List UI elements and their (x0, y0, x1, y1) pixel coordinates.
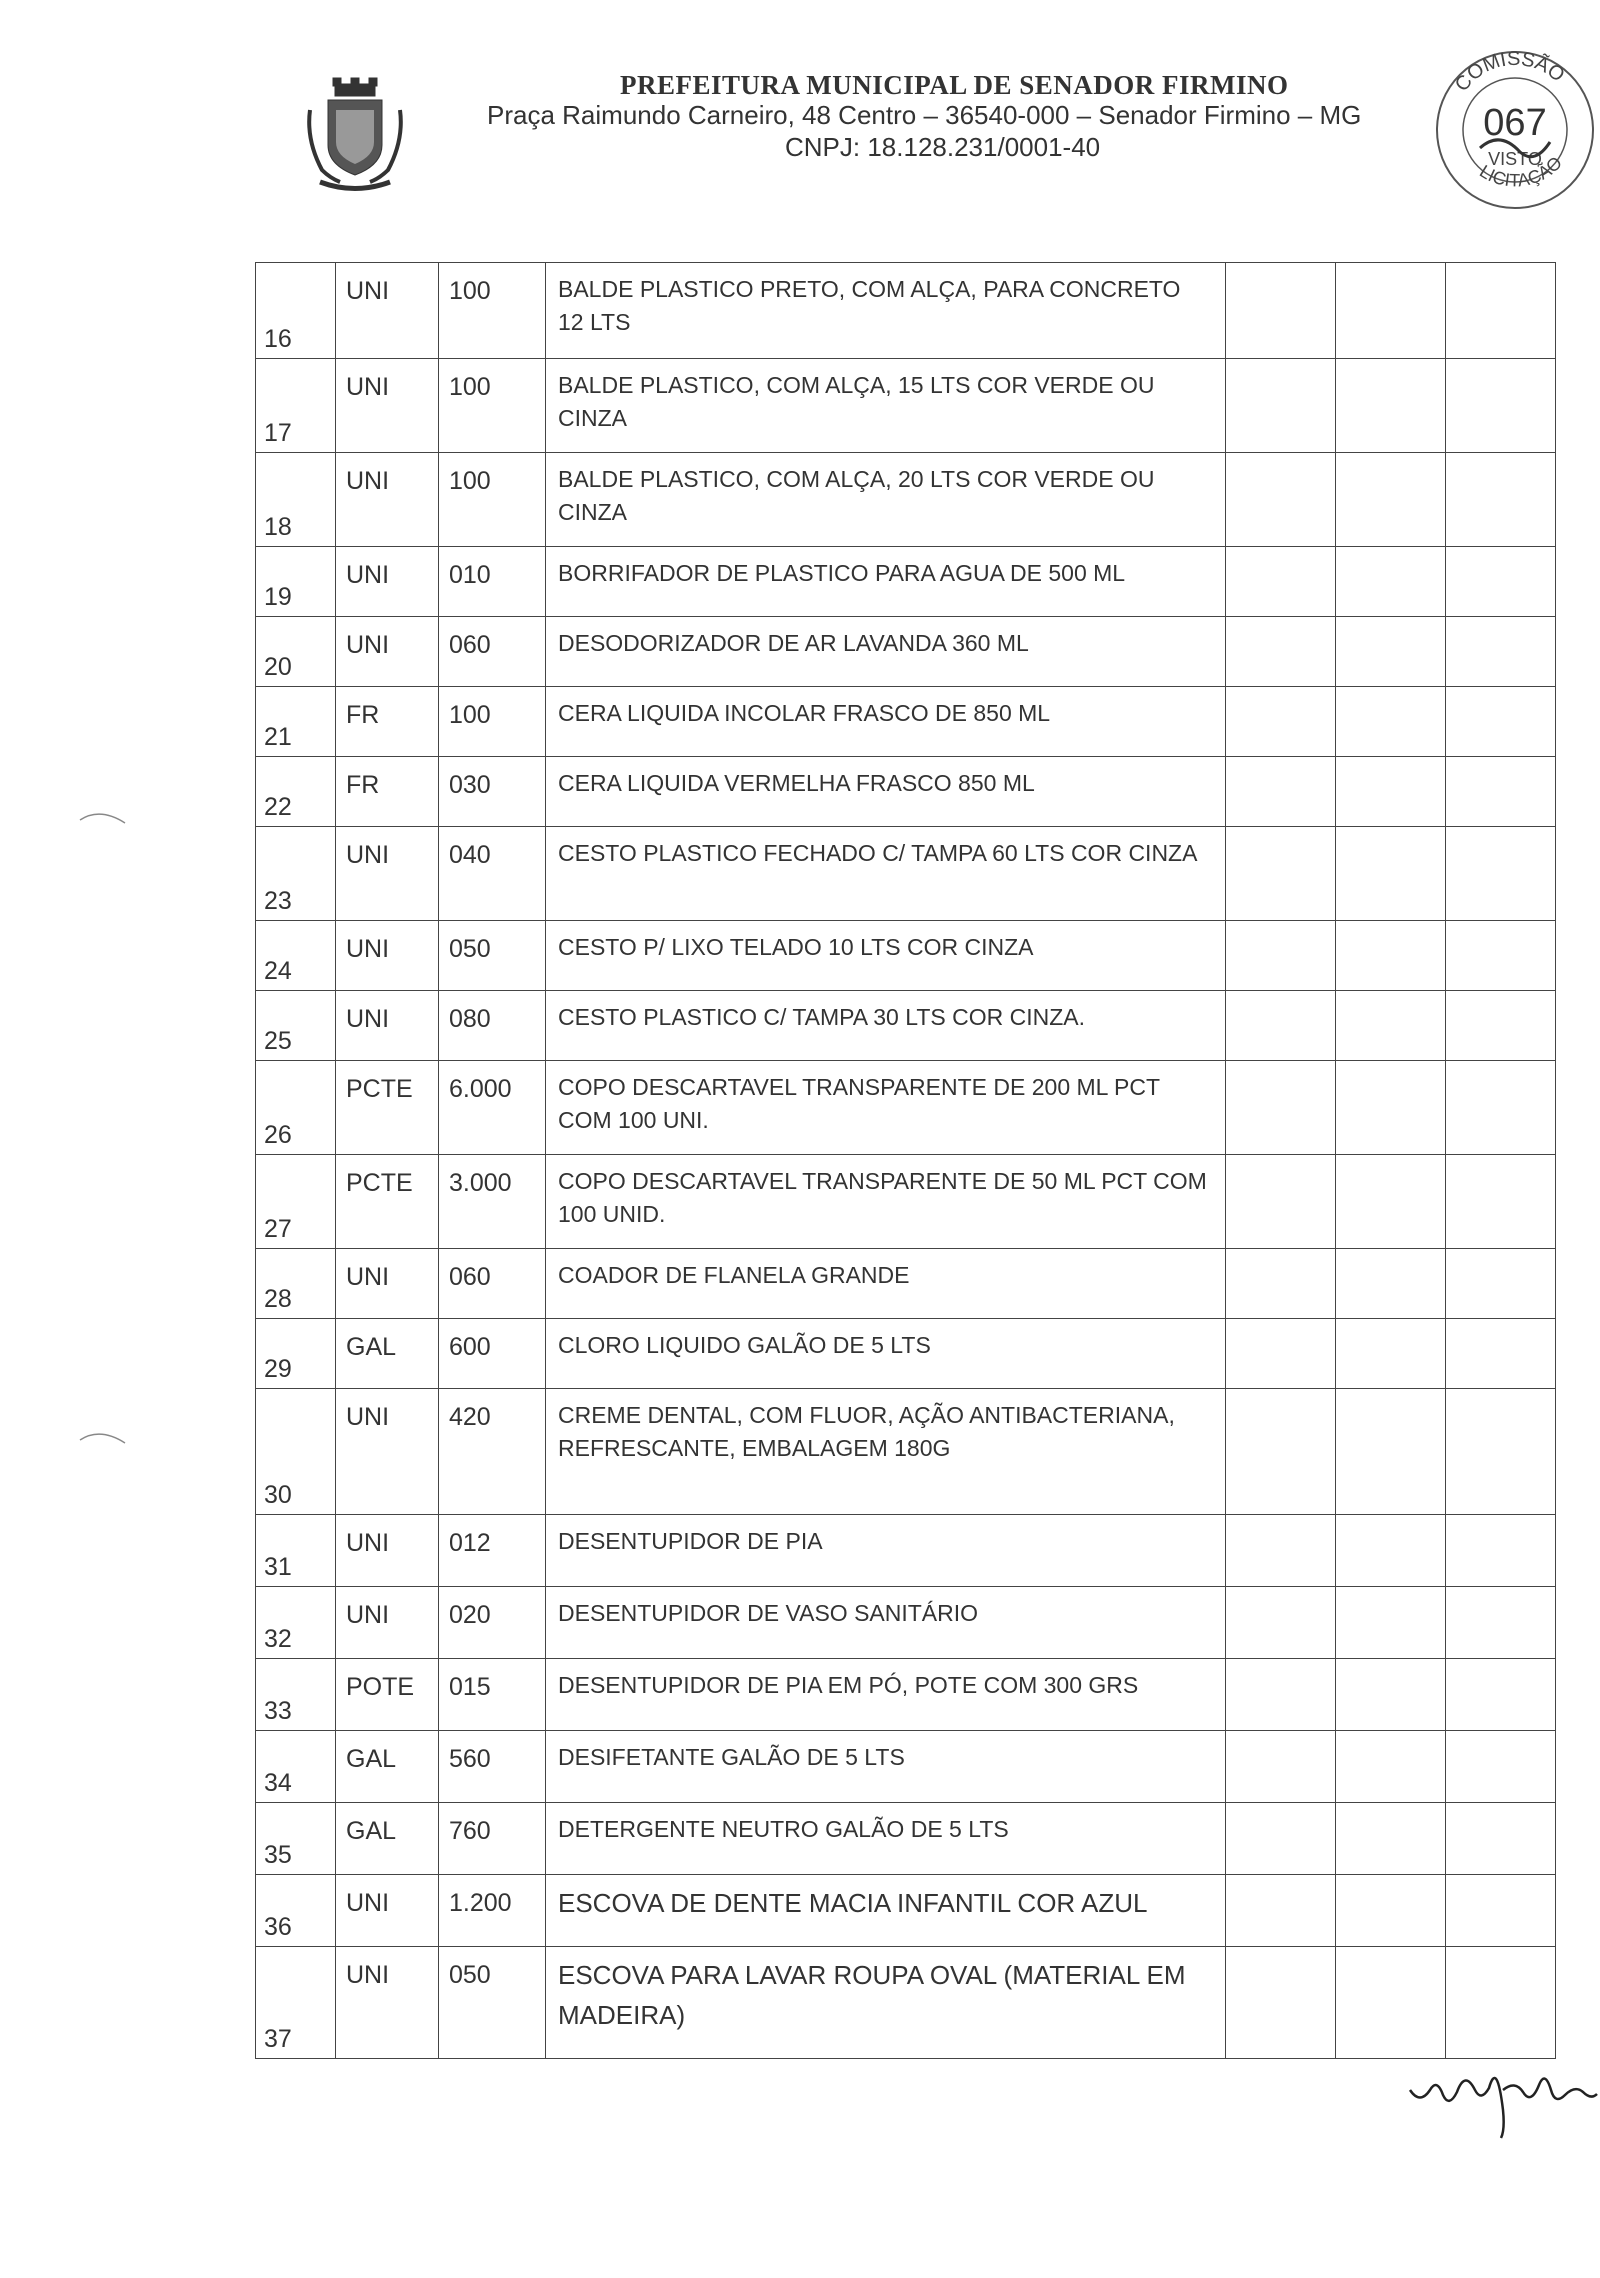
item-quantity: 6.000 (439, 1061, 546, 1155)
item-unit: PCTE (336, 1155, 439, 1249)
margin-mark (75, 805, 135, 830)
blank-cell (1226, 1731, 1336, 1803)
table-row (256, 1249, 1556, 1319)
item-quantity: 015 (439, 1659, 546, 1731)
item-number: 22 (256, 757, 336, 827)
item-description: DESENTUPIDOR DE PIA (546, 1515, 1226, 1587)
blank-cell (1226, 1659, 1336, 1731)
item-number: 34 (256, 1731, 336, 1803)
blank-cell (1226, 1061, 1336, 1155)
table-row (256, 453, 1556, 547)
blank-cell (1446, 453, 1556, 547)
item-number: 24 (256, 921, 336, 991)
item-quantity: 060 (439, 617, 546, 687)
table-row (256, 1389, 1556, 1515)
blank-cell (1226, 547, 1336, 617)
blank-cell (1226, 453, 1336, 547)
item-description: DESIFETANTE GALÃO DE 5 LTS (546, 1731, 1226, 1803)
item-unit: UNI (336, 1875, 439, 1947)
item-quantity: 060 (439, 1249, 546, 1319)
blank-cell (1226, 359, 1336, 453)
item-description: BORRIFADOR DE PLASTICO PARA AGUA DE 500 ML (546, 547, 1226, 617)
blank-cell (1446, 1947, 1556, 2059)
blank-cell (1446, 827, 1556, 921)
table-row (256, 1061, 1556, 1155)
item-quantity: 030 (439, 757, 546, 827)
item-quantity: 080 (439, 991, 546, 1061)
blank-cell (1226, 1389, 1336, 1515)
table-row (256, 547, 1556, 617)
item-description: BALDE PLASTICO PRETO, COM ALÇA, PARA CONCRETO 12 LTS (546, 263, 1226, 359)
item-number: 33 (256, 1659, 336, 1731)
item-unit: UNI (336, 1249, 439, 1319)
blank-cell (1446, 1389, 1556, 1515)
blank-cell (1336, 1659, 1446, 1731)
item-unit: GAL (336, 1731, 439, 1803)
item-quantity: 050 (439, 1947, 546, 2059)
blank-cell (1226, 1875, 1336, 1947)
item-quantity: 100 (439, 453, 546, 547)
blank-cell (1226, 1319, 1336, 1389)
blank-cell (1226, 1515, 1336, 1587)
item-quantity: 020 (439, 1587, 546, 1659)
blank-cell (1336, 991, 1446, 1061)
item-number: 37 (256, 1947, 336, 2059)
blank-cell (1336, 827, 1446, 921)
blank-cell (1226, 1587, 1336, 1659)
item-number: 20 (256, 617, 336, 687)
header-title: PREFEITURA MUNICIPAL DE SENADOR FIRMINO (620, 70, 1289, 100)
item-number: 16 (256, 263, 336, 359)
item-number: 18 (256, 453, 336, 547)
blank-cell (1336, 1515, 1446, 1587)
item-unit: POTE (336, 1659, 439, 1731)
blank-cell (1446, 1731, 1556, 1803)
table-row (256, 991, 1556, 1061)
item-unit: GAL (336, 1803, 439, 1875)
svg-text:COMISSÃO (1451, 48, 1569, 96)
item-description: COADOR DE FLANELA GRANDE (546, 1249, 1226, 1319)
item-quantity: 012 (439, 1515, 546, 1587)
item-unit: UNI (336, 827, 439, 921)
table-row (256, 1731, 1556, 1803)
table-row (256, 1947, 1556, 2059)
item-quantity: 3.000 (439, 1155, 546, 1249)
stamp-middle-text: VISTO (1488, 149, 1542, 169)
item-quantity: 760 (439, 1803, 546, 1875)
item-description: CERA LIQUIDA INCOLAR FRASCO DE 850 ML (546, 687, 1226, 757)
table-row (256, 359, 1556, 453)
blank-cell (1336, 921, 1446, 991)
table-row (256, 1659, 1556, 1731)
item-number: 19 (256, 547, 336, 617)
item-description: DESENTUPIDOR DE PIA EM PÓ, POTE COM 300 GRS (546, 1659, 1226, 1731)
blank-cell (1336, 687, 1446, 757)
blank-cell (1336, 1389, 1446, 1515)
stamp-top-text: COMISSÃO (1450, 47, 1569, 96)
item-number: 32 (256, 1587, 336, 1659)
item-description: CESTO PLASTICO FECHADO C/ TAMPA 60 LTS COR CINZA (546, 827, 1226, 921)
blank-cell (1336, 1249, 1446, 1319)
blank-cell (1226, 757, 1336, 827)
item-quantity: 600 (439, 1319, 546, 1389)
blank-cell (1446, 263, 1556, 359)
table-row (256, 263, 1556, 359)
item-number: 35 (256, 1803, 336, 1875)
blank-cell (1226, 1803, 1336, 1875)
blank-cell (1336, 1061, 1446, 1155)
table-row (256, 827, 1556, 921)
blank-cell (1226, 263, 1336, 359)
blank-cell (1336, 263, 1446, 359)
item-unit: UNI (336, 263, 439, 359)
stamp-number: 067 (1483, 102, 1547, 144)
blank-cell (1446, 687, 1556, 757)
blank-cell (1446, 1515, 1556, 1587)
blank-cell (1446, 1319, 1556, 1389)
blank-cell (1336, 1587, 1446, 1659)
item-number: 23 (256, 827, 336, 921)
item-quantity: 050 (439, 921, 546, 991)
blank-cell (1446, 1875, 1556, 1947)
item-number: 27 (256, 1155, 336, 1249)
item-number: 29 (256, 1319, 336, 1389)
item-number: 36 (256, 1875, 336, 1947)
table-row (256, 617, 1556, 687)
item-description: COPO DESCARTAVEL TRANSPARENTE DE 50 ML PCT COM 100 UNID. (546, 1155, 1226, 1249)
blank-cell (1226, 1249, 1336, 1319)
item-unit: UNI (336, 547, 439, 617)
blank-cell (1226, 1947, 1336, 2059)
item-quantity: 1.200 (439, 1875, 546, 1947)
blank-cell (1336, 547, 1446, 617)
item-unit: FR (336, 687, 439, 757)
header-cnpj: CNPJ: 18.128.231/0001-40 (785, 132, 1101, 162)
table-row (256, 687, 1556, 757)
blank-cell (1336, 1731, 1446, 1803)
item-description: ESCOVA DE DENTE MACIA INFANTIL COR AZUL (546, 1875, 1226, 1947)
item-unit: FR (336, 757, 439, 827)
blank-cell (1336, 1803, 1446, 1875)
item-unit: UNI (336, 359, 439, 453)
item-unit: UNI (336, 1947, 439, 2059)
blank-cell (1446, 757, 1556, 827)
item-unit: UNI (336, 1515, 439, 1587)
blank-cell (1226, 827, 1336, 921)
municipal-crest-icon (300, 70, 410, 195)
blank-cell (1446, 617, 1556, 687)
item-description: CESTO PLASTICO C/ TAMPA 30 LTS COR CINZA. (546, 991, 1226, 1061)
item-quantity: 040 (439, 827, 546, 921)
signature-icon (1405, 2050, 1600, 2140)
item-number: 21 (256, 687, 336, 757)
item-unit: UNI (336, 453, 439, 547)
item-description: CLORO LIQUIDO GALÃO DE 5 LTS (546, 1319, 1226, 1389)
item-number: 26 (256, 1061, 336, 1155)
item-unit: GAL (336, 1319, 439, 1389)
blank-cell (1336, 453, 1446, 547)
item-description: DESODORIZADOR DE AR LAVANDA 360 ML (546, 617, 1226, 687)
blank-cell (1336, 359, 1446, 453)
item-number: 30 (256, 1389, 336, 1515)
blank-cell (1226, 1155, 1336, 1249)
commission-stamp (1425, 30, 1600, 220)
item-quantity: 100 (439, 687, 546, 757)
table-row (256, 757, 1556, 827)
blank-cell (1446, 921, 1556, 991)
table-row (256, 1803, 1556, 1875)
item-unit: UNI (336, 1587, 439, 1659)
item-description: CREME DENTAL, COM FLUOR, AÇÃO ANTIBACTERIANA, REFRESCANTE, EMBALAGEM 180G (546, 1389, 1226, 1515)
item-unit: UNI (336, 991, 439, 1061)
header-address: Praça Raimundo Carneiro, 48 Centro – 36540-000 – Senador Firmino – MG (487, 100, 1362, 130)
blank-cell (1336, 1155, 1446, 1249)
item-quantity: 420 (439, 1389, 546, 1515)
blank-cell (1336, 617, 1446, 687)
blank-cell (1336, 1319, 1446, 1389)
blank-cell (1446, 1249, 1556, 1319)
item-quantity: 010 (439, 547, 546, 617)
item-description: ESCOVA PARA LAVAR ROUPA OVAL (MATERIAL EM MADEIRA) (546, 1947, 1226, 2059)
item-description: COPO DESCARTAVEL TRANSPARENTE DE 200 ML PCT COM 100 UNI. (546, 1061, 1226, 1155)
item-number: 25 (256, 991, 336, 1061)
item-quantity: 100 (439, 359, 546, 453)
blank-cell (1226, 921, 1336, 991)
table-row (256, 921, 1556, 991)
table-row (256, 1319, 1556, 1389)
table-row (256, 1155, 1556, 1249)
item-description: BALDE PLASTICO, COM ALÇA, 20 LTS COR VERDE OU CINZA (546, 453, 1226, 547)
blank-cell (1446, 1587, 1556, 1659)
blank-cell (1226, 991, 1336, 1061)
item-quantity: 100 (439, 263, 546, 359)
item-unit: UNI (336, 1389, 439, 1515)
blank-cell (1446, 359, 1556, 453)
blank-cell (1226, 617, 1336, 687)
item-unit: UNI (336, 617, 439, 687)
blank-cell (1336, 1875, 1446, 1947)
items-table (255, 262, 1556, 2059)
table-row (256, 1515, 1556, 1587)
blank-cell (1336, 1947, 1446, 2059)
blank-cell (1446, 991, 1556, 1061)
stamp-bottom-text: LICITAÇÃO (1476, 152, 1566, 191)
item-number: 17 (256, 359, 336, 453)
table-row (256, 1875, 1556, 1947)
blank-cell (1446, 1803, 1556, 1875)
item-quantity: 560 (439, 1731, 546, 1803)
item-number: 28 (256, 1249, 336, 1319)
item-description: DETERGENTE NEUTRO GALÃO DE 5 LTS (546, 1803, 1226, 1875)
item-description: DESENTUPIDOR DE VASO SANITÁRIO (546, 1587, 1226, 1659)
blank-cell (1226, 687, 1336, 757)
item-unit: PCTE (336, 1061, 439, 1155)
item-description: CESTO P/ LIXO TELADO 10 LTS COR CINZA (546, 921, 1226, 991)
blank-cell (1446, 1659, 1556, 1731)
blank-cell (1446, 1061, 1556, 1155)
item-unit: UNI (336, 921, 439, 991)
item-number: 31 (256, 1515, 336, 1587)
blank-cell (1446, 547, 1556, 617)
table-row (256, 1587, 1556, 1659)
blank-cell (1446, 1155, 1556, 1249)
margin-mark (75, 1425, 135, 1450)
item-description: CERA LIQUIDA VERMELHA FRASCO 850 ML (546, 757, 1226, 827)
blank-cell (1336, 757, 1446, 827)
item-description: BALDE PLASTICO, COM ALÇA, 15 LTS COR VERDE OU CINZA (546, 359, 1226, 453)
